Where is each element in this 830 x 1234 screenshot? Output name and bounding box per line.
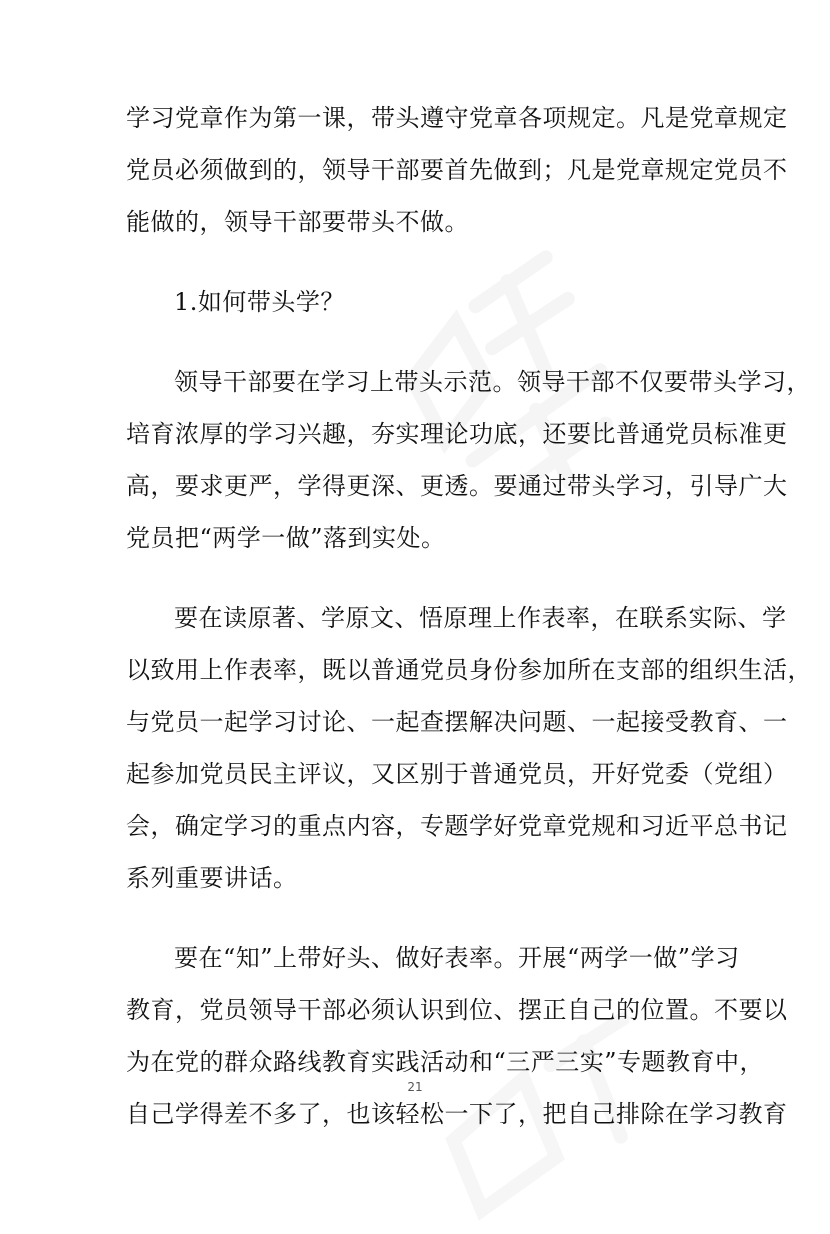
text-line: 起参加党员民主评议，又区别于普通党员，开好党委（党组）: [126, 760, 788, 788]
text-line: 高，要求更严，学得更深、更透。要通过带头学习，引导广大: [126, 472, 788, 500]
text-line: 能做的，领导干部要带头不做。: [126, 208, 469, 236]
heading-text: 1.如何带头学？: [174, 288, 345, 316]
text-line: 与党员一起学习讨论、一起查摆解决问题、一起接受教育、一: [126, 708, 788, 736]
text-line: 党员必须做到的，领导干部要首先做到；凡是党章规定党员不: [126, 156, 788, 184]
text-line: 要在“知”上带好头、做好表率。开展“两学一做”学习: [174, 944, 740, 972]
text-line: 党员把“两学一做”落到实处。: [126, 524, 446, 552]
text-line: 培育浓厚的学习兴趣，夯实理论功底，还要比普通党员标准更: [126, 420, 788, 448]
text-line: 会，确定学习的重点内容，专题学好党章党规和习近平总书记: [126, 812, 788, 840]
text-line: 要在读原著、学原文、悟原理上作表率，在联系实际、学: [174, 604, 787, 632]
paragraph-4: [126, 932, 788, 1140]
paragraph-1: [126, 92, 788, 248]
text-line: 领导干部要在学习上带头示范。领导干部不仅要带头学习，: [174, 368, 811, 396]
text-line: 学习党章作为第一课，带头遵守党章各项规定。凡是党章规定: [126, 104, 788, 132]
document-body: [126, 92, 812, 1140]
paragraph-3: [126, 592, 812, 904]
text-line: 为在党的群众路线教育实践活动和“三严三实”专题教育中，: [126, 1048, 765, 1076]
text-line: 系列重要讲话。: [126, 864, 298, 892]
text-line: 自己学得差不多了，也该轻松一下了，把自己排除在学习教育: [126, 1100, 788, 1128]
section-heading: [126, 276, 716, 328]
text-line: 以致用上作表率，既以普通党员身份参加所在支部的组织生活，: [126, 656, 812, 684]
paragraph-2: [126, 356, 811, 564]
text-line: 教育，党员领导干部必须认识到位、摆正自己的位置。不要以: [126, 996, 788, 1024]
page-number: 21: [407, 1080, 423, 1094]
